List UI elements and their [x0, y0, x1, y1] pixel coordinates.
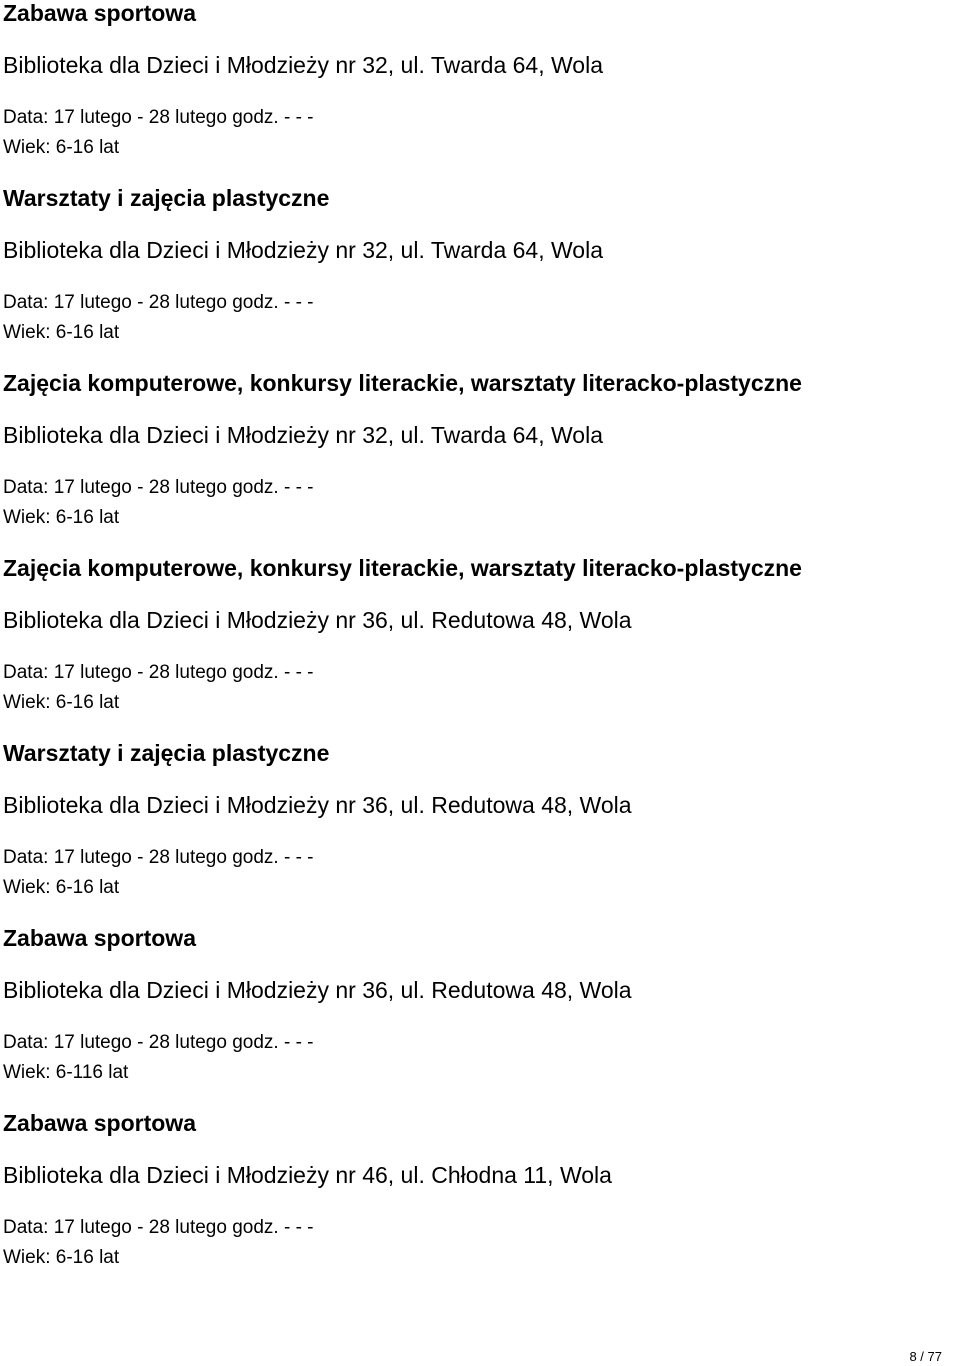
event-age: Wiek: 6-116 lat — [3, 1062, 129, 1083]
event-date: Data: 17 lutego - 28 lutego godz. - - - — [3, 847, 314, 868]
event-location: Biblioteka dla Dzieci i Młodzieży nr 36, ul. Redutowa 48, Wola — [3, 792, 632, 818]
event-age: Wiek: 6-16 lat — [3, 877, 120, 898]
event-title: Warsztaty i zajęcia plastyczne — [3, 185, 330, 211]
event-title: Zajęcia komputerowe, konkursy literackie, warsztaty literacko-plastyczne — [3, 555, 802, 581]
event-location: Biblioteka dla Dzieci i Młodzieży nr 32, ul. Twarda 64, Wola — [3, 422, 603, 448]
event-age: Wiek: 6-16 lat — [3, 1247, 120, 1268]
event-title: Zajęcia komputerowe, konkursy literackie, warsztaty literacko-plastyczne — [3, 370, 802, 396]
event-date: Data: 17 lutego - 28 lutego godz. - - - — [3, 292, 314, 313]
event-location: Biblioteka dla Dzieci i Młodzieży nr 46, ul. Chłodna 11, Wola — [3, 1162, 612, 1188]
event-date: Data: 17 lutego - 28 lutego godz. - - - — [3, 477, 314, 498]
page-number: 8 / 77 — [909, 1349, 942, 1364]
event-location: Biblioteka dla Dzieci i Młodzieży nr 32, ul. Twarda 64, Wola — [3, 237, 603, 263]
event-date: Data: 17 lutego - 28 lutego godz. - - - — [3, 107, 314, 128]
event-title: Zabawa sportowa — [3, 925, 196, 951]
event-location: Biblioteka dla Dzieci i Młodzieży nr 32, ul. Twarda 64, Wola — [3, 52, 603, 78]
event-age: Wiek: 6-16 lat — [3, 507, 120, 528]
event-title: Zabawa sportowa — [3, 0, 196, 26]
event-age: Wiek: 6-16 lat — [3, 137, 120, 158]
event-age: Wiek: 6-16 lat — [3, 692, 120, 713]
event-age: Wiek: 6-16 lat — [3, 322, 120, 343]
event-location: Biblioteka dla Dzieci i Młodzieży nr 36, ul. Redutowa 48, Wola — [3, 607, 632, 633]
event-date: Data: 17 lutego - 28 lutego godz. - - - — [3, 662, 314, 683]
event-location: Biblioteka dla Dzieci i Młodzieży nr 36, ul. Redutowa 48, Wola — [3, 977, 632, 1003]
event-title: Warsztaty i zajęcia plastyczne — [3, 740, 330, 766]
event-date: Data: 17 lutego - 28 lutego godz. - - - — [3, 1217, 314, 1238]
event-date: Data: 17 lutego - 28 lutego godz. - - - — [3, 1032, 314, 1053]
event-title: Zabawa sportowa — [3, 1110, 196, 1136]
